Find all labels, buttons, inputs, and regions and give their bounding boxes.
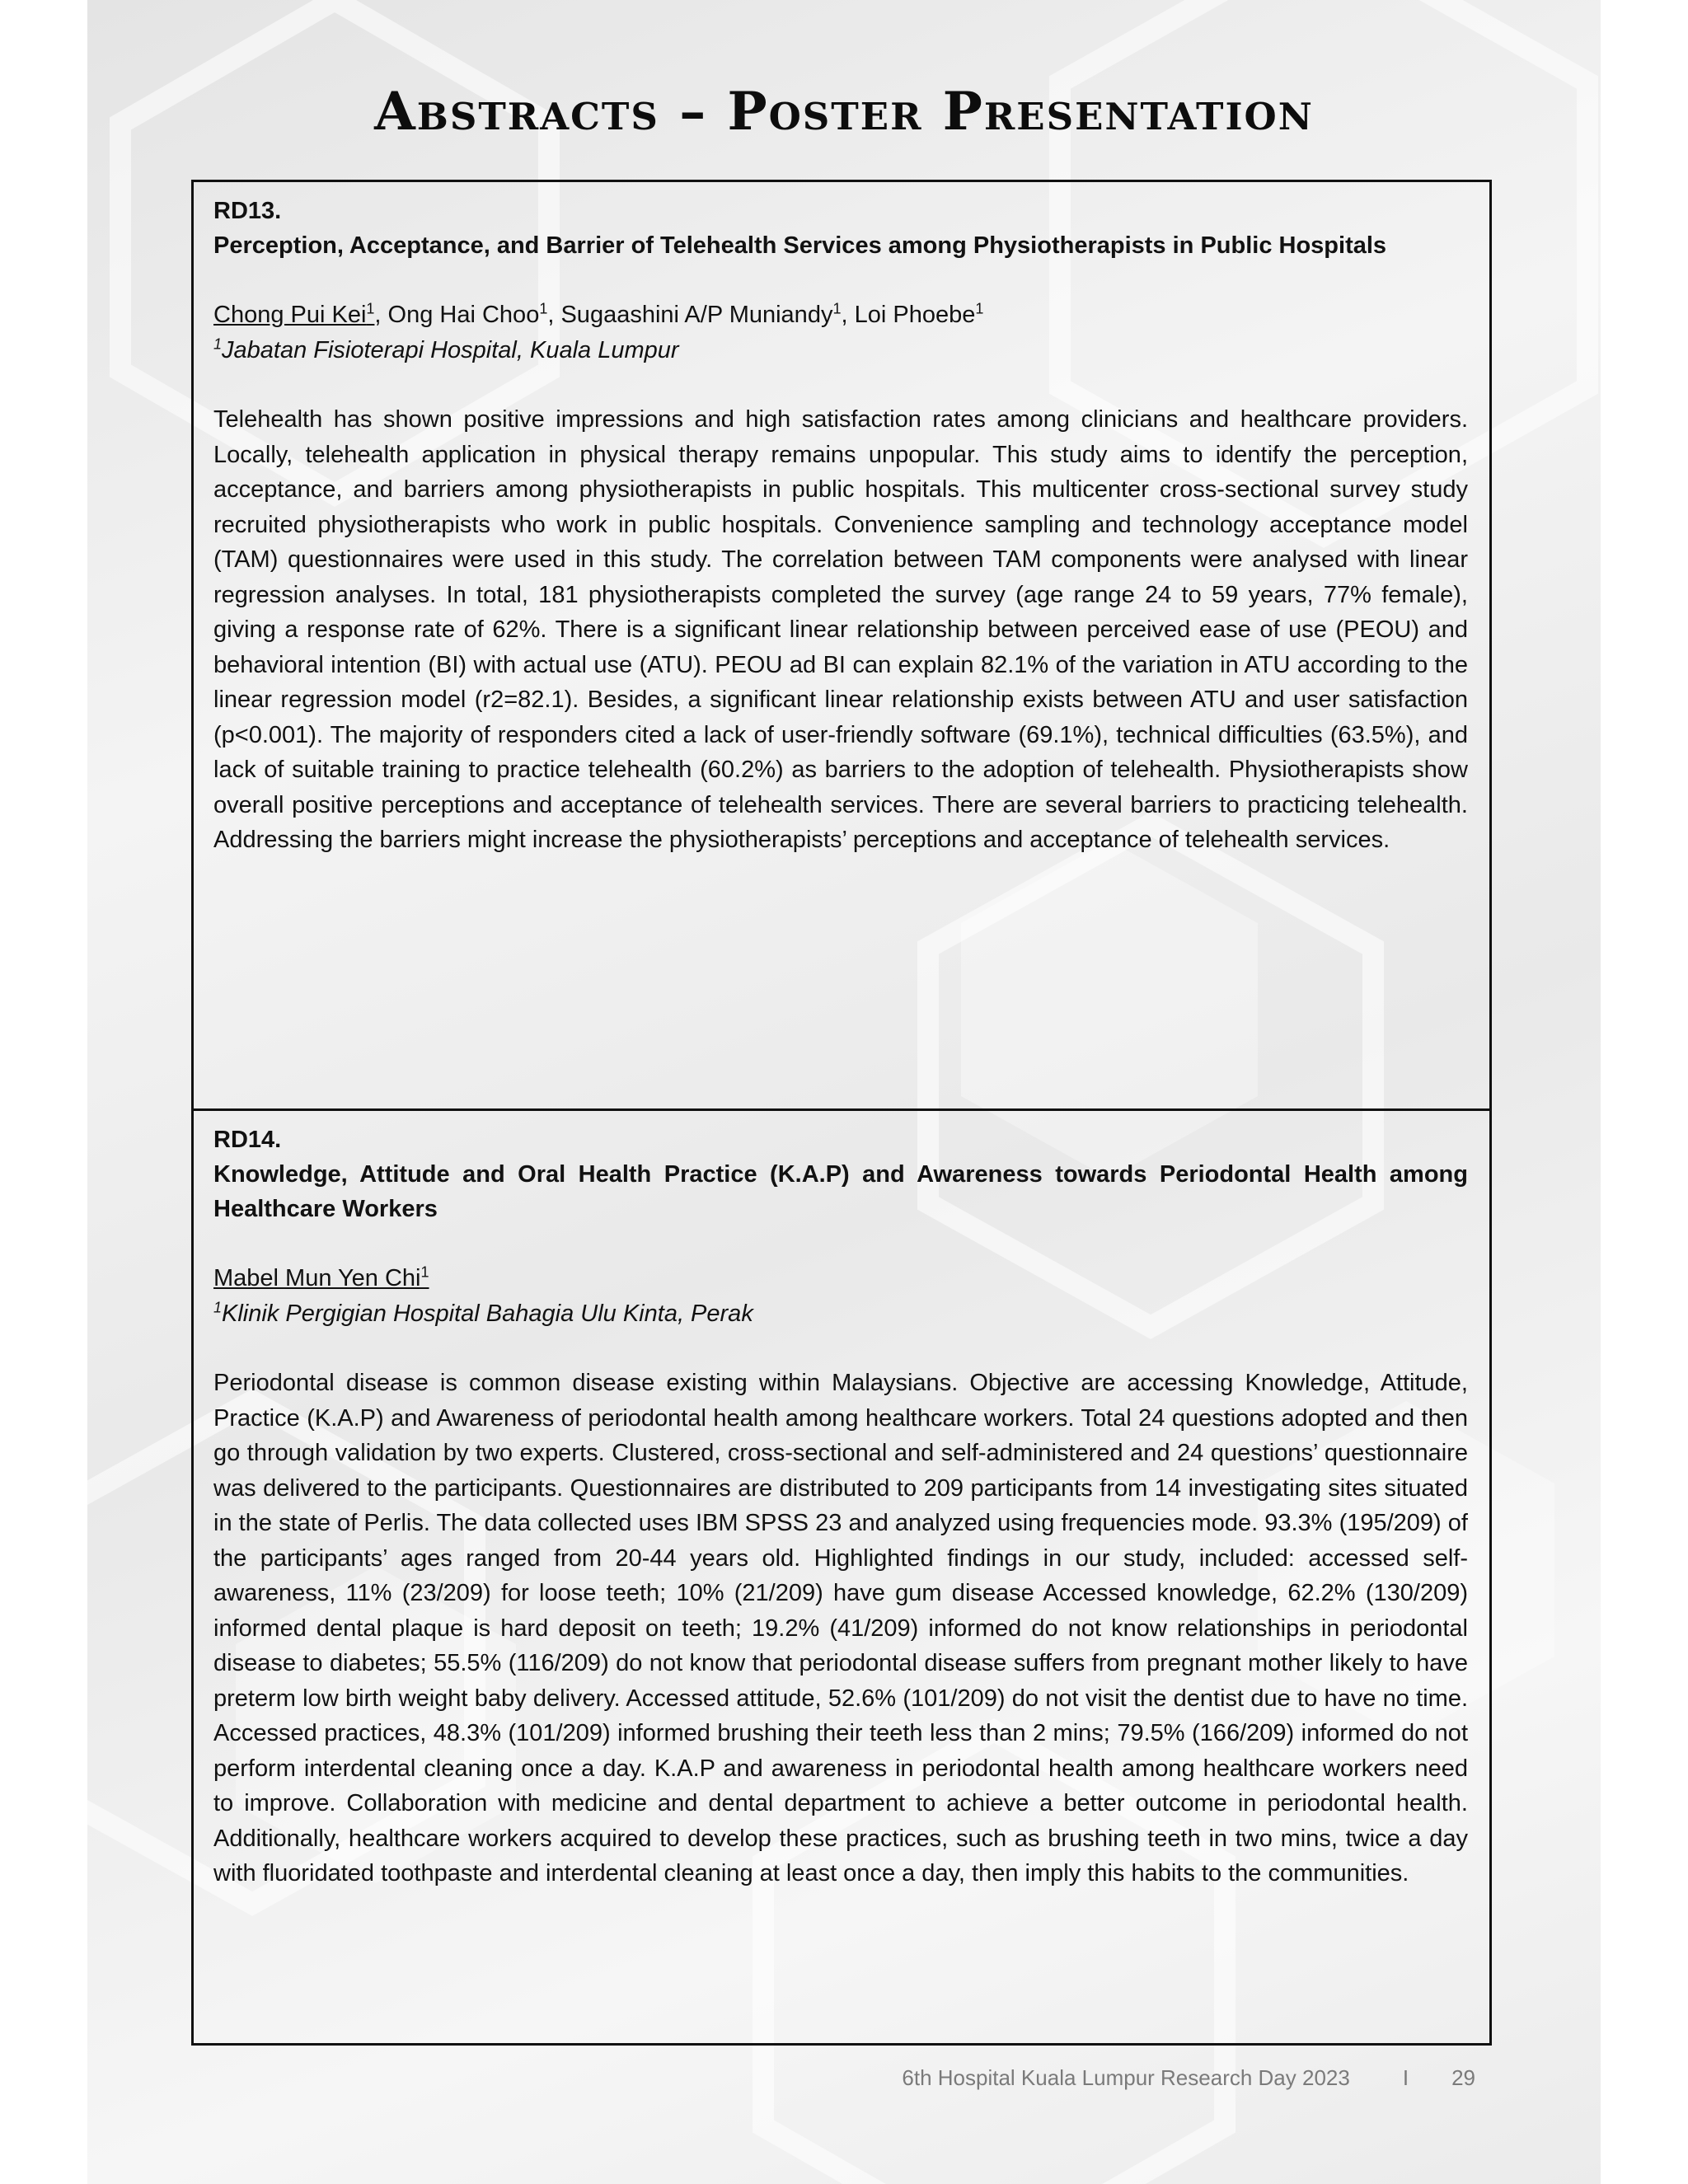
affiliation: $^1$Jabatan Fisioterapi Hospital, Kuala Lumpur — [213, 335, 679, 363]
coauthor: Loi Phoebe$^1$ — [854, 300, 984, 328]
coauthor: Ong Hai Choo$^1$ — [387, 300, 548, 328]
footer-separator: I — [1402, 2065, 1409, 2090]
abstract-code: RD14. — [213, 1127, 282, 1153]
abstract-box-rd14 — [191, 1108, 1492, 2046]
coauthor: Sugaashini A/P Muniandy$^1$ — [560, 300, 842, 328]
abstract-box-rd13 — [191, 180, 1492, 1111]
page-title: Abstracts – Poster Presentation — [374, 81, 1314, 143]
presenter-name: Mabel Mun Yen Chi$^1$ — [213, 1263, 429, 1291]
abstract-title: Knowledge, Attitude and Oral Health Practice (K.A.P) and Awareness towards Periodontal Health among Healthcare Workers — [213, 1161, 1468, 1222]
abstract-code: RD13. — [213, 198, 282, 224]
abstract-body: Periodontal disease is common disease existing within Malaysians. Objective are accessing Knowledge, Attitude, Practice (K.A.P) and Awareness of periodontal health among healthcare workers. Total 24 questions adopted and then go through validation by two experts. Clustered, cross-sectional and self-administered and 24 questions’ questionnaire was delivered to the participants. Questionnaires are distributed to 209 participants from 14 investigating sites situated in the state of Perlis. The data collected uses IBM SPSS 23 and analyzed using frequencies mode. 93.3% (195/209) of the participants’ ages ranged from 20-44 years old. Highlighted findings in our study, included: accessed self-awareness, 11% (23/209) for loose teeth; 10% (21/209) have gum disease Accessed knowledge, 62.2% (130/209) informed dental plaque is hard deposit on teeth; 19.2% (41/209) informed do not know relationships in periodontal disease to diabetes; 55.5% (116/209) do not know that periodontal disease suffers from pregnant mother likely to have preterm low birth weight baby delivery. Accessed attitude, 52.6% (101/209) do not visit the dentist due to have no time. Accessed practices, 48.3% (101/209) informed brushing their teeth less than 2 mins; 79.5% (166/209) informed do not perform interdental cleaning once a day. K.A.P and awareness in periodontal health among healthcare workers need to improve. Collaboration with medicine and dental department to achieve a better outcome in periodontal health. Additionally, healthcare workers acquired to develop these practices, such as brushing teeth in two mins, twice a day with fluoridated toothpaste and interdental cleaning at least once a day, then imply this habits to the communities. — [213, 1370, 1468, 1886]
footer-event: 6th Hospital Kuala Lumpur Research Day 2023 — [902, 2065, 1350, 2090]
presenter-name: Chong Pui Kei$^1$ — [213, 300, 375, 328]
abstract-title: Perception, Acceptance, and Barrier of Telehealth Services among Physiotherapists in Public Hospitals — [213, 232, 1387, 259]
affiliation: $^1$Klinik Pergigian Hospital Bahagia Ulu Kinta, Perak — [213, 1298, 753, 1327]
author-list: Chong Pui Kei$^1$, Ong Hai Choo$^1$, Sugaashini A/P Muniandy$^1$, Loi Phoebe$^1$ — [213, 300, 984, 328]
page-footer — [824, 2065, 1475, 2091]
abstract-body: Telehealth has shown positive impressions and high satisfaction rates among clinicians and healthcare providers. Locally, telehealth application in physical therapy remains unpopular. This study aims to identify the perception, acceptance, and barriers among physiotherapists in public hospitals. This multicenter cross-sectional survey study recruited physiotherapists who work in public hospitals. Convenience sampling and technology acceptance model (TAM) questionnaires were used in this study. The correlation between TAM components were analysed with linear regression analyses. In total, 181 physiotherapists completed the survey (age range 24 to 59 years, 77% female), giving a response rate of 62%. There is a significant linear relationship between perceived ease of use (PEOU) and behavioral intention (BI) with actual use (ATU). PEOU ad BI can explain 82.1% of the variation in ATU according to the linear regression model (r2=82.1). Besides, a significant linear relationship exists between ATU and user satisfaction (p<0.001). The majority of responders cited a lack of user-friendly software (69.1%), technical difficulties (63.5%), and lack of suitable training to practice telehealth (60.2%) as barriers to the adoption of telehealth. Physiotherapists show overall positive perceptions and acceptance of telehealth services. There are several barriers to practicing telehealth. Addressing the barriers might increase the physiotherapists’ perceptions and acceptance of telehealth services. — [213, 406, 1468, 853]
page-number: 29 — [1451, 2065, 1475, 2090]
author-list — [213, 1261, 1468, 1296]
